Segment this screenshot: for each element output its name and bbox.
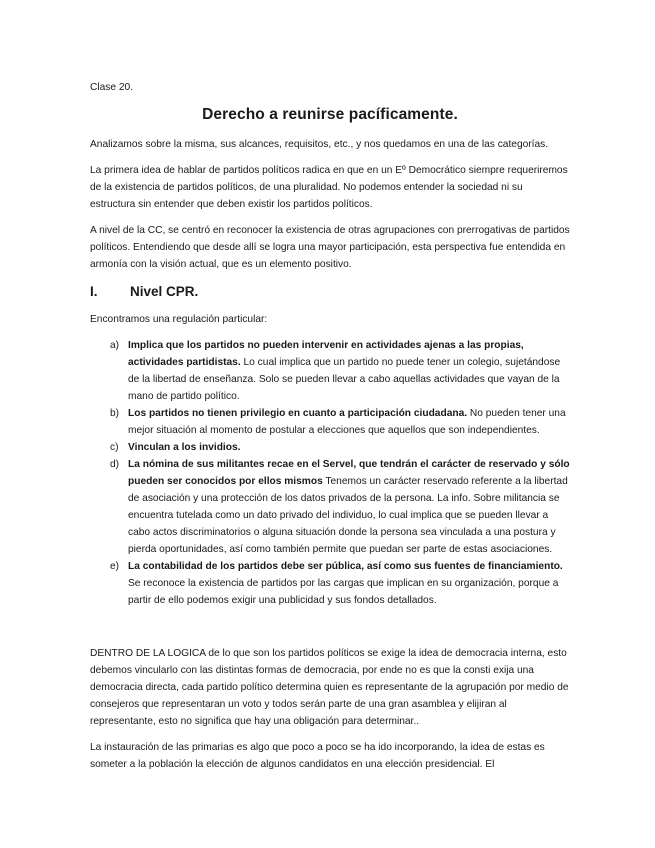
paragraph-internal-democracy: DENTRO DE LA LOGICA de lo que son los partidos políticos se exige la idea de democracia interna, esto debemos vincularlo con las distintas formas de democracia, por ende no es que la consti exija una democracia directa, cada partido político determina quien es representante de la agrupación por medio de consejeros que representaran un voto y todos serán parte de una gran asamblea y elijiran al representante, esto no significa que hay una obligación para determinar..	[90, 648, 569, 727]
document-page	[90, 79, 570, 782]
item-bold-text: Los partidos no tienen privilegio en cuanto a participación ciudadana.	[128, 408, 468, 419]
list-marker: b)	[110, 408, 120, 419]
item-bold-text: La nómina de sus militantes recae en el Servel, que tendrán el carácter de reservado y sólo pueden ser conocidos por ellos mismos	[128, 459, 570, 487]
list-marker: c)	[110, 442, 119, 453]
list-marker: e)	[110, 561, 120, 572]
section-heading	[90, 282, 570, 302]
list-marker: d)	[110, 459, 120, 470]
item-bold-text: Implica que los partidos no pueden intervenir en actividades ajenas a las propias, actividades partidistas.	[128, 340, 524, 368]
paragraph-primaries: La instauración de las primarias es algo que poco a poco se ha ido incorporando, la idea de estas es someter a la población la elección de algunos candidatos en una elección presidencial. El	[90, 742, 545, 770]
section-number: I.	[90, 284, 98, 299]
document-title: Derecho a reunirse pacíficamente.	[202, 106, 458, 123]
list-item	[90, 456, 570, 558]
list-item	[90, 405, 570, 439]
list-item	[90, 558, 570, 609]
item-bold-text: La contabilidad de los partidos debe ser pública, así como sus fuentes de financiamiento.	[128, 561, 563, 572]
list-item	[90, 337, 570, 405]
section-title: Nivel CPR.	[130, 284, 199, 299]
item-text: Tenemos un carácter reservado referente a la libertad de asociación y una protección de los datos privados de la persona. La info. Sobre militancia se encuentra tutelada como un dato privado del individuo, lo cual implica que se pueden llevar a cabo actos discriminatorios o alguna situación donde la persona sea vinculada a una postura y pierda oportunidades, así como también permite que puedan ser parte de estas asociaciones.	[128, 476, 568, 555]
regulation-intro: Encontramos una regulación particular:	[90, 314, 268, 325]
regulation-list	[90, 337, 570, 609]
list-marker: a)	[110, 340, 120, 351]
class-number: Clase 20.	[90, 82, 134, 93]
item-text: Se reconoce la existencia de partidos por las cargas que implican en su organización, porque a partir de ello podemos exigir una publicidad y sus fondos detallados.	[128, 578, 559, 606]
list-item	[90, 439, 570, 456]
paragraph-democratic-state: La primera idea de hablar de partidos políticos radica en que en un Eº Democrático siempre requeriremos de la existencia de partidos políticos, de una pluralidad. No podemos entender la sociedad ni su estructura sin entender que deben existir los partidos políticos.	[90, 165, 568, 210]
item-text: Lo cual implica que un partido no puede tener un colegio, sujetándose de la libertad de enseñanza. Solo se pueden llevar a cabo aquellas actividades que vayan de la mano de partido político.	[128, 357, 561, 402]
paragraph-cc-level: A nivel de la CC, se centró en reconocer la existencia de otras agrupaciones con prerrogativas de partidos políticos. Entendiendo que desde allí se logra una mayor participación, esta perspectiva fue entendida en armonía con la visión actual, que es un elemento positivo.	[90, 225, 570, 270]
item-bold-text: Vinculan a los invidios.	[128, 442, 241, 453]
paragraph-intro: Analizamos sobre la misma, sus alcances, requisitos, etc., y nos quedamos en una de las categorías.	[90, 139, 549, 150]
item-text: No pueden tener una mejor situación al momento de postular a elecciones que aquellos que son independientes.	[128, 408, 566, 436]
